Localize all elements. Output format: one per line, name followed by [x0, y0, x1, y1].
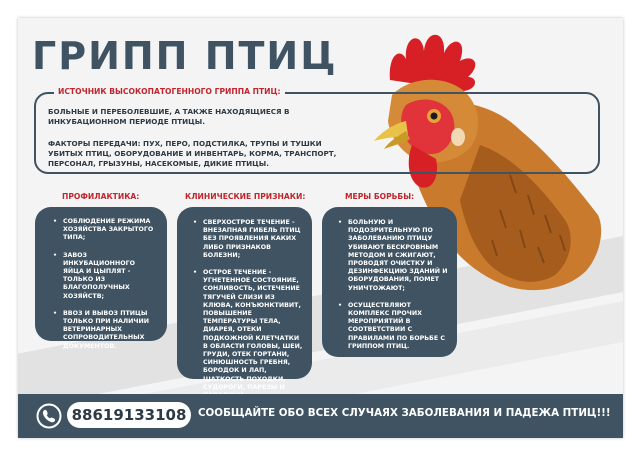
transmission-factors: ФАКТОРЫ ПЕРЕДАЧИ: ПУХ, ПЕРО, ПОДСТИЛКА, ТРУПЫ И ТУШКИ УБИТЫХ ПТИЦ, ОБОРУДОВАНИЕ И ИНВЕНТАРЬ, КОРМА, ТРАНСПОРТ, ПЕРСОНАЛ, ГРЫЗУНЫ, НАСЕКОМЫЕ, ДИКИЕ ПТИЦЫ. [48, 139, 337, 168]
poster-title: ГРИПП ПТИЦ [32, 34, 338, 78]
list-item: • ОСТРОЕ ТЕЧЕНИЕ - УГНЕТЕННОЕ СОСТОЯНИЕ, СОНЛИВОСТЬ, ИСТЕЧЕНИЕ ТЯГУЧЕЙ СЛИЗИ ИЗ КЛЮВА, КОНЪЮНКТИВИТ, ПОВЫШЕНИЕ ТЕМПЕРАТУРЫ ТЕЛА, ДИАРЕЯ, ОТЕКИ ПОДКОЖНОЙ КЛЕТЧАТКИ В ОБЛАСТИ ГОЛОВЫ, ШЕИ, ГРУДИ, ОТЕК ГОРТАНИ, СИНЮШНОСТЬ ГРЕБНЯ, БОРОДОК И ЛАП, ШАТКОСТЬ ПОХОДКИ, СУДОРОГИ, ПАРЕЗЫ И [193, 269, 304, 400]
list-item: • ОСУЩЕСТВЛЯЮТ КОМПЛЕКС ПРОЧИХ МЕРОПРИЯТИЙ В СООТВЕТСТВИИ С ПРАВИЛАМИ ПО БОРЬБЕ С ГРИППОМ ПТИЦ. [338, 302, 449, 351]
footer-message: СООБЩАЙТЕ ОБО ВСЕХ СЛУЧАЯХ ЗАБОЛЕВАНИЯ И ПАДЕЖА ПТИЦ!!! [198, 407, 611, 419]
source-description: БОЛЬНЫЕ И ПЕРЕБОЛЕВШИЕ, А ТАКЖЕ НАХОДЯЩИЕСЯ В ИНКУБАЦИОННОМ ПЕРИОДЕ ПТИЦЫ. [48, 107, 290, 126]
control-measures-list [338, 219, 449, 351]
control-measures-card [322, 207, 457, 357]
control-measures-heading: МЕРЫ БОРЬБЫ: [345, 192, 415, 201]
clinical-signs-heading: КЛИНИЧЕСКИЕ ПРИЗНАКИ: [185, 192, 306, 201]
clinical-signs-card [177, 207, 312, 391]
phone-number[interactable]: 88619133108 [67, 402, 191, 428]
source-heading: ИСТОЧНИК ВЫСОКОПАТОГЕННОГО ГРИППА ПТИЦ: [54, 87, 285, 96]
list-item: • СОБЛЮДЕНИЕ РЕЖИМА ХОЗЯЙСТВА ЗАКРЫТОГО ТИПА; [53, 218, 157, 243]
phone-icon [36, 403, 62, 429]
list-item: • ВВОЗ И ВЫВОЗ ПТИЦЫ ТОЛЬКО ПРИ НАЛИЧИИ ВЕТЕРИНАРНЫХ СОПРОВОДИТЕЛЬНЫХ ДОКУМЕНТОВ. [53, 310, 157, 351]
clinical-signs-list [193, 219, 304, 400]
prevention-card [35, 207, 167, 350]
list-item: • БОЛЬНУЮ И ПОДОЗРИТЕЛЬНУЮ ПО ЗАБОЛЕВАНИЮ ПТИЦУ УБИВАЮТ БЕСКРОВНЫМ МЕТОДОМ И СЖИГАЮТ, ПРОВОДЯТ ОЧИСТКУ И ДЕЗИНФЕКЦИЮ ЗДАНИЙ И ОБОРУДОВАНИЯ, ПОМЕТ УНИЧТОЖАЮТ; [338, 219, 449, 293]
prevention-list [53, 218, 157, 351]
list-item: • СВЕРХОСТРОЕ ТЕЧЕНИЕ - ВНЕЗАПНАЯ ГИБЕЛЬ ПТИЦ БЕЗ ПРОЯВЛЕНИЯ КАКИХ ЛИБО ПРИЗНАКОВ БОЛЕЗНИ; [193, 219, 304, 260]
prevention-heading: ПРОФИЛАКТИКА: [62, 192, 140, 201]
list-item: • ЗАВОЗ ИНКУБАЦИОННОГО ЯЙЦА И ЦЫПЛЯТ - ТОЛЬКО ИЗ БЛАГОПОЛУЧНЫХ ХОЗЯЙСТВ; [53, 252, 157, 301]
